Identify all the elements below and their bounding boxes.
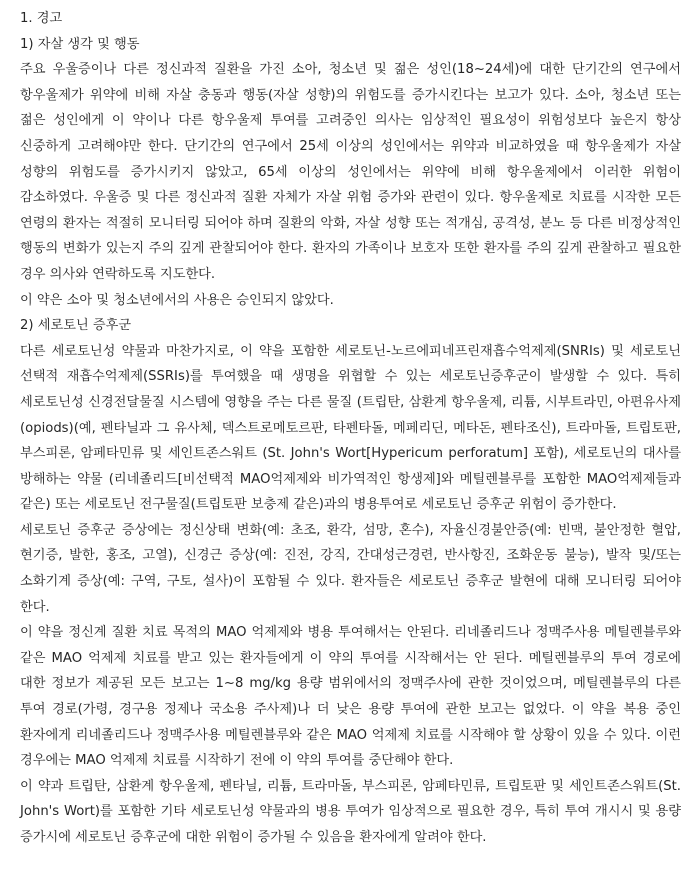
paragraph-mao-inhibitor: 이 약을 정신계 질환 치료 목적의 MAO 억제제와 병용 투여해서는 안된다. 리네졸리드나 정맥주사용 메틸렌블루와 같은 MAO 억제제 치료를 받고 있는 환자들에게 이 약의 투여를 시작해서는 안 된다. 메틸렌블루의 투여 경로에 대한 정보가 제공된 모든 보고는 1~8 mg/kg 용량 범위에서의 정맥주사에 관한 것이었으며, 메틸렌블루의 다른 투여 경로(가령, 경구용 정제나 국소용 주사제)나 더 낮은 용량 투여에 관한 보고는 없었다. 이 약을 복용 중인 환자에게 리네졸리드나 정맥주사용 메틸렌블루와 같은 MAO 억제제 치료를 시작해야 할 상황이 있을 수 있다. 이런 경우에는 MAO 억제제 치료를 시작하기 전에 이 약의 투여를 중단해야 한다.: [20, 625, 681, 769]
paragraph-concomitant-use: 이 약과 트립탄, 삼환계 항우울제, 펜타닐, 리튬, 트라마돌, 부스피론, 암페타민류, 트립토판 및 세인트존스워트(St. John's Wort)를 포함한 기타 세로토닌성 약물과의 병용 투여가 임상적으로 필요한 경우, 특히 투여 개시시 및 용량 증가시에 세로토닌 증후군에 대한 위험이 증가될 수 있음을 환자에게 알려야 한다.: [20, 778, 681, 845]
section-heading: 1. 경고: [20, 11, 63, 26]
subsection-title-serotonin-syndrome: 2) 세로토닌 증후군: [20, 318, 132, 334]
paragraph-suicidality-risk: 주요 우울증이나 다른 정신과적 질환을 가진 소아, 청소년 및 젊은 성인(18~24세)에 대한 단기간의 연구에서 항우울제가 위약에 비해 자살 충동과 행동(자살 성향)의 위험도를 증가시킨다는 보고가 있다. 소아, 청소년 또는 젊은 성인에게 이 약이나 다른 항우울제 투여를 고려중인 의사는 임상적인 필요성이 위험성보다 높은지 항상 신중하게 고려해야만 한다. 단기간의 연구에서 25세 이상의 성인에서는 위약과 비교하였을 때 항우울제가 자살 성향의 위험도를 증가시키지 않았고, 65세 이상의 성인에서는 위약에 비해 항우울제에서 이러한 위험이 감소하였다. 우울증 및 다른 정신과적 질환 자체가 자살 위험 증가와 관련이 있다. 항우울제로 치료를 시작한 모든 연령의 환자는 적절히 모니터링 되어야 하며 질환의 악화, 자살 성향 또는 적개심, 공격성, 분노 등 다른 비정상적인 행동의 변화가 있는지 주의 깊게 관찰되어야 한다. 환자의 가족이나 보호자 또한 환자를 주의 깊게 관찰하고 필요한 경우 의사와 연락하도록 지도한다.: [20, 62, 681, 282]
subsection-title-suicidality: 1) 자살 생각 및 행동: [20, 36, 140, 52]
paragraph-serotonin-risk: 다른 세로토닌성 약물과 마찬가지로, 이 약을 포함한 세로토닌-노르에피네프린재흡수억제제(SNRIs) 및 세로토닌 선택적 재흡수억제제(SSRIs)를 투여했을 때 생명을 위협할 수 있는 세로토닌증후군이 발생할 수 있다. 특히 세로토닌성 신경전달물질 시스템에 영향을 주는 다른 물질 (트립탄, 삼환계 항우울제, 리튬, 시부트라민, 아편유사제(opiods)(예, 펜타닐과 그 유사체, 덱스트로메토르판, 타펜타돌, 메페리딘, 메타돈, 펜타조신), 트라마돌, 트립토판, 부스피론, 암페타민류 및 세인트존스워트 (St. John's Wort[Hypericum perforatum] 포함), 세로토닌의 대사를 방해하는 약물 (리네졸리드[비선택적 MAO억제제와 비가역적인 항생제]와 메틸렌블루를 포함한 MAO억제제들과 같은) 또는 세로토닌 전구물질(트립토판 보충제 같은)과의 병용투여로 세로토닌 증후군 위험이 증가한다.: [20, 343, 681, 513]
paragraph-serotonin-symptoms: 세로토닌 증후군 증상에는 정신상태 변화(예: 초조, 환각, 섬망, 혼수), 자율신경불안증(예: 빈맥, 불안정한 혈압, 현기증, 발한, 홍조, 고열), 신경근 증상(예: 진전, 강직, 간대성근경련, 반사항진, 조화운동 불능), 발작 및/또는 소화기계 증상(예: 구역, 구토, 설사)이 포함될 수 있다. 환자들은 세로토닌 증후군 발현에 대해 모니터링 되어야 한다.: [20, 522, 681, 615]
paragraph-pediatric-approval: 이 약은 소아 및 청소년에서의 사용은 승인되지 않았다.: [20, 292, 334, 308]
